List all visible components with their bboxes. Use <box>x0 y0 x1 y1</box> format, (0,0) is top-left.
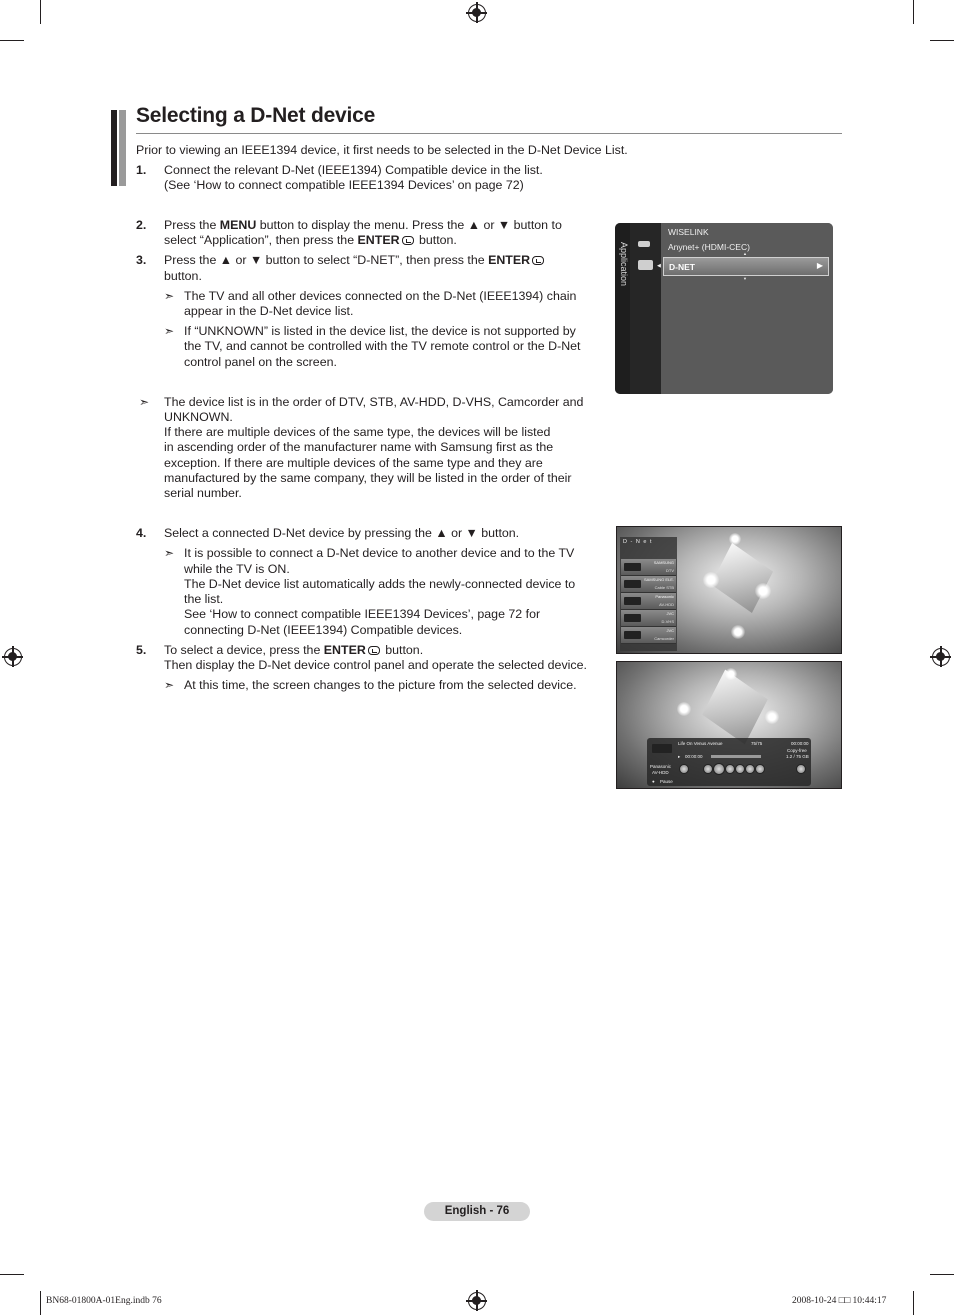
stop-button[interactable] <box>735 764 745 774</box>
dnet-device-list-screenshot <box>616 526 842 654</box>
step-number: 5. <box>136 643 147 657</box>
menu-item-anynet[interactable]: Anynet+ (HDMI-CEC) <box>668 242 750 252</box>
camcorder-icon <box>624 631 641 639</box>
note-text: The device list is in the order of DTV, STB, AV-HDD, D-VHS, Camcorder and <box>164 395 584 409</box>
light-orb <box>725 668 737 680</box>
note-text: in ascending order of the manufacturer name with Samsung first as the <box>164 440 554 454</box>
play-state: Pause <box>660 779 673 784</box>
note-text: control panel on the screen. <box>184 355 337 369</box>
cube-graphic <box>711 543 773 613</box>
light-orb <box>703 572 719 588</box>
step-text: (See ‘How to connect compatible IEEE1394 Devices’ on page 72) <box>164 178 524 192</box>
step-text: button. <box>164 269 202 283</box>
device-row[interactable] <box>621 610 676 627</box>
step-number: 1. <box>136 163 147 177</box>
tv-icon <box>624 563 641 571</box>
registration-mark-icon <box>468 4 486 22</box>
device-row[interactable] <box>621 559 676 576</box>
device-type: DTV <box>666 568 674 573</box>
title-rule <box>136 133 842 134</box>
note-text: The TV and all other devices connected on the D-Net (IEEE1394) chain <box>184 289 577 303</box>
note-text: while the TV is ON. <box>184 562 290 576</box>
scroll-up-icon: ▲ <box>743 251 747 256</box>
pause-button[interactable] <box>725 764 735 774</box>
title-accent-bar <box>111 110 117 186</box>
disk-capacity: 1.2 / 75 GB <box>786 754 809 759</box>
note-text: The D-Net device list automatically adds the newly-connected device to <box>184 577 576 591</box>
crop-mark <box>40 0 41 24</box>
note-text: If “UNKNOWN” is listed in the device list, the device is not supported by <box>184 324 576 338</box>
note-text: exception. If there are multiple devices of the same type and they are <box>164 456 543 470</box>
tv-icon <box>638 241 650 247</box>
track-counter: 75/75 <box>751 741 763 746</box>
device-control-panel <box>647 738 811 786</box>
device-type: D-VHS <box>661 619 674 624</box>
device-brand: Panasonic <box>650 764 672 769</box>
menu-item-dnet[interactable] <box>663 257 829 276</box>
step-text: Connect the relevant D-Net (IEEE1394) Compatible device in the list. <box>164 163 543 177</box>
left-arrow-icon: ◀ <box>657 263 661 269</box>
intro-text: Prior to viewing an IEEE1394 device, it first needs to be selected in the D-Net Device List. <box>136 143 628 157</box>
scroll-down-icon: ▼ <box>743 276 747 281</box>
play-button[interactable] <box>713 763 725 775</box>
crop-mark <box>0 40 24 41</box>
hdd-recorder-icon <box>624 597 641 605</box>
playback-title: Life On Venus Avenue <box>678 741 723 746</box>
crop-mark <box>0 1274 24 1275</box>
menu-item-label: D-NET <box>669 262 695 272</box>
current-time: 00:00:00 <box>685 754 703 759</box>
note-text: connecting D-Net (IEEE1394) Compatible devices. <box>184 623 463 637</box>
note-text: It is possible to connect a D-Net device to another device and to the TV <box>184 546 575 560</box>
menu-side-tab <box>615 223 630 394</box>
device-row[interactable] <box>621 576 676 593</box>
note-text: At this time, the screen changes to the picture from the selected device. <box>184 678 577 692</box>
step-text: select “Application”, then press the ENTER button. <box>164 233 457 247</box>
device-row[interactable] <box>621 593 676 610</box>
note-arrow-icon: ➣ <box>164 289 175 303</box>
dnet-control-panel-screenshot <box>616 661 842 789</box>
device-brand: JVC <box>666 628 674 633</box>
print-file-slug: BN68-01800A-01Eng.indb 76 <box>46 1296 162 1306</box>
submenu-arrow-icon: ▶ <box>816 261 823 270</box>
light-orb <box>677 702 691 716</box>
device-row[interactable] <box>621 627 676 644</box>
total-time: 00:00:00 <box>791 741 809 746</box>
device-brand: JVC <box>666 611 674 616</box>
fast-forward-button[interactable] <box>745 764 755 774</box>
dnet-list-title: D - N e t <box>623 539 653 545</box>
step-number: 4. <box>136 526 147 540</box>
record-button[interactable] <box>755 764 765 774</box>
menu-icon-column <box>630 223 661 394</box>
registration-mark-icon <box>4 648 22 666</box>
step-number: 2. <box>136 218 147 232</box>
step-number: 3. <box>136 253 147 267</box>
note-text: the list. <box>184 592 224 606</box>
note-arrow-icon: ➣ <box>164 678 175 692</box>
enter-icon <box>402 236 414 245</box>
menu-item-wiselink[interactable]: WISELINK <box>668 227 709 237</box>
device-brand: SAMSUNG ELE. <box>643 577 674 582</box>
light-orb <box>729 533 741 545</box>
exit-button[interactable] <box>796 764 806 774</box>
registration-mark-icon <box>468 1292 486 1310</box>
light-orb <box>731 625 745 639</box>
crop-mark <box>913 0 914 24</box>
note-text: serial number. <box>164 486 242 500</box>
light-orb <box>755 583 771 599</box>
device-brand: Panasonic <box>655 594 674 599</box>
play-state-icon: ▸ <box>678 754 681 759</box>
title-accent-bar <box>119 110 126 186</box>
device-brand: SAMSUNG <box>653 560 674 565</box>
note-arrow-icon: ➣ <box>164 546 175 560</box>
progress-bar[interactable] <box>711 755 761 758</box>
crop-mark <box>913 1291 914 1315</box>
note-arrow-icon: ➣ <box>164 324 175 338</box>
note-text: If there are multiple devices of the same type, the devices will be listed <box>164 425 551 439</box>
step-text: Press the MENU button to display the menu. Press the ▲ or ▼ button to <box>164 218 562 232</box>
crop-mark <box>930 40 954 41</box>
note-text: the TV, and cannot be controlled with the TV remote control or the D-Net <box>184 339 581 353</box>
vcr-icon <box>624 614 641 622</box>
rewind-button[interactable] <box>703 764 713 774</box>
application-menu-screenshot <box>615 223 833 394</box>
registration-mark-icon <box>932 648 950 666</box>
crop-mark <box>930 1274 954 1275</box>
copy-status: Copy-free <box>787 748 807 753</box>
note-text: appear in the D-Net device list. <box>184 304 354 318</box>
enter-icon <box>368 646 380 655</box>
device-type: Cable STB <box>654 585 674 590</box>
crop-mark <box>40 1291 41 1315</box>
note-text: manufactured by the same company, they will be listed in the order of their <box>164 471 572 485</box>
print-date-slug: 2008-10-24 □□ 10:44:17 <box>792 1296 887 1306</box>
page-number: English - 76 <box>424 1202 530 1221</box>
note-text: See ‘How to connect compatible IEEE1394 Devices’, page 72 for <box>184 607 541 621</box>
settop-box-icon <box>624 580 641 588</box>
device-type: AV-HDD <box>652 770 669 775</box>
enter-icon <box>532 256 544 265</box>
note-text: UNKNOWN. <box>164 410 233 424</box>
hdd-recorder-icon <box>652 744 672 753</box>
menu-side-label: Application <box>619 242 629 287</box>
application-icon <box>638 260 653 270</box>
note-arrow-icon: ➣ <box>139 395 150 409</box>
pause-icon: ● <box>652 779 655 784</box>
light-orb <box>765 710 779 724</box>
device-type: Camcorder <box>654 636 674 641</box>
step-text: To select a device, press the ENTER button. <box>164 643 424 657</box>
step-text: Select a connected D-Net device by pressing the ▲ or ▼ button. <box>164 526 520 540</box>
step-text: Then display the D-Net device control panel and operate the selected device. <box>164 658 587 672</box>
dnet-device-list <box>620 537 677 651</box>
page-title: Selecting a D-Net device <box>136 104 376 127</box>
menu-list <box>657 223 833 394</box>
device-type: AV-HDD <box>659 602 674 607</box>
menu-button[interactable] <box>679 764 689 774</box>
step-text: Press the ▲ or ▼ button to select “D-NET”, then press the ENTER <box>164 253 546 268</box>
cube-graphic <box>702 670 768 745</box>
